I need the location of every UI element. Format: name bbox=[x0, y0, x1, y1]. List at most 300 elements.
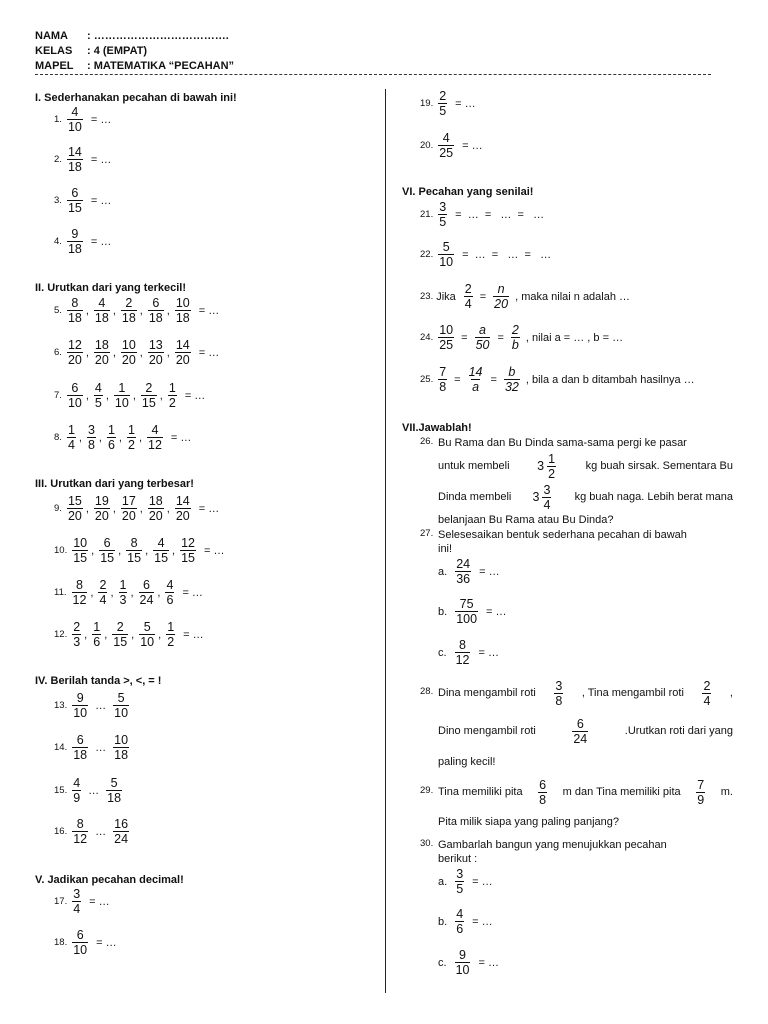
question-number: 21. bbox=[420, 209, 434, 220]
fraction bbox=[139, 578, 155, 607]
fraction bbox=[94, 296, 110, 325]
question-26-line-4: belanjaan Bu Rama atau Bu Dinda? bbox=[438, 514, 614, 526]
denominator: 3 bbox=[119, 593, 127, 607]
comma: , bbox=[112, 304, 116, 317]
numerator: 16 bbox=[114, 817, 129, 831]
fraction bbox=[67, 296, 83, 325]
class-label: KELAS bbox=[35, 45, 73, 57]
answer-blank: = … bbox=[478, 646, 499, 659]
question-29-number: 29. bbox=[420, 785, 434, 796]
question-text: Jika bbox=[436, 290, 456, 303]
question-number: 6. bbox=[54, 347, 62, 358]
question-number: 15. bbox=[54, 785, 68, 796]
fraction bbox=[141, 381, 157, 410]
question-8 bbox=[54, 423, 191, 452]
fraction bbox=[127, 423, 136, 452]
numerator: 4 bbox=[94, 381, 102, 395]
numerator: 2 bbox=[73, 620, 81, 634]
question-14 bbox=[54, 733, 131, 762]
denominator: 15 bbox=[181, 551, 195, 565]
question-20 bbox=[420, 131, 483, 160]
numerator: 4 bbox=[151, 423, 159, 437]
comma: , bbox=[139, 502, 143, 515]
numerator: 14 bbox=[175, 338, 190, 352]
comma: , bbox=[110, 586, 114, 599]
denominator: 10 bbox=[140, 635, 155, 649]
question-30a: a. $\frac{3}{5}$ = … bbox=[438, 867, 493, 896]
fraction bbox=[147, 423, 163, 452]
answer-blank: = … bbox=[182, 586, 203, 599]
answer-blank: = … bbox=[198, 502, 220, 515]
comma: , bbox=[158, 628, 162, 641]
section-VII-heading: VII.Jawablah! bbox=[402, 422, 472, 434]
fraction bbox=[114, 381, 130, 410]
question-15 bbox=[54, 776, 124, 805]
comma: , bbox=[84, 628, 88, 641]
denominator: 20 bbox=[175, 353, 190, 367]
denominator: 20 bbox=[175, 509, 190, 523]
fraction: $\frac{b}{32}$ bbox=[504, 365, 519, 394]
mixed-fraction: 3 $\frac{1}{2}$ bbox=[537, 451, 556, 481]
fraction: $\frac{9}{10}$ bbox=[455, 948, 470, 977]
comma: , bbox=[139, 304, 143, 317]
fraction bbox=[175, 338, 191, 367]
numerator: 10 bbox=[121, 338, 136, 352]
fraction: $\frac{4}{25}$ bbox=[439, 131, 454, 160]
fraction bbox=[175, 296, 191, 325]
denominator: 2 bbox=[168, 396, 176, 410]
fraction bbox=[72, 578, 88, 607]
fraction: $\frac{14}{18}$ bbox=[67, 145, 82, 174]
question-number: 16. bbox=[54, 826, 68, 837]
question-number: 1. bbox=[54, 114, 62, 125]
numerator: 8 bbox=[75, 578, 83, 592]
section-III-heading: III. Urutkan dari yang terbesar! bbox=[35, 478, 194, 490]
question-12 bbox=[54, 620, 204, 649]
fraction: $\frac{4}{10}$ bbox=[67, 105, 82, 134]
question-27-number: 27. bbox=[420, 528, 434, 539]
denominator: 6 bbox=[107, 438, 115, 452]
numerator: 5 bbox=[110, 776, 118, 790]
answer-blank: = … bbox=[90, 235, 112, 248]
denominator: 18 bbox=[107, 791, 122, 805]
denominator: 15 bbox=[113, 635, 128, 649]
denominator: 20 bbox=[148, 353, 163, 367]
numerator: 1 bbox=[93, 620, 101, 634]
denominator: 4 bbox=[99, 593, 107, 607]
answer-blank: = … bbox=[184, 389, 206, 402]
dashed-separator bbox=[35, 74, 711, 75]
class-value: : 4 (EMPAT) bbox=[87, 45, 148, 57]
comma: , bbox=[90, 586, 94, 599]
fraction bbox=[72, 817, 88, 846]
fraction bbox=[148, 338, 164, 367]
question-10 bbox=[54, 536, 224, 565]
equals-sign: = bbox=[461, 331, 468, 344]
comma: , bbox=[85, 346, 89, 359]
question-number: 19. bbox=[420, 98, 434, 109]
question-27-line-2: ini! bbox=[438, 543, 453, 555]
question-2 bbox=[54, 145, 111, 174]
denominator: 18 bbox=[114, 748, 129, 762]
comma: , bbox=[78, 431, 82, 444]
fraction: $\frac{6}{10}$ bbox=[73, 928, 88, 957]
equals-sign: = bbox=[497, 331, 504, 344]
section-V-heading: V. Jadikan pecahan decimal! bbox=[35, 874, 184, 886]
question-number: 7. bbox=[54, 390, 62, 401]
equals-sign: = bbox=[479, 290, 487, 303]
question-28-line-2: Dino mengambil roti $\frac{6}{24}$ .Urutkan roti dari yang bbox=[438, 716, 733, 746]
comma: , bbox=[112, 502, 116, 515]
fraction bbox=[72, 536, 88, 565]
question-number: 11. bbox=[54, 587, 67, 598]
question-9 bbox=[54, 494, 219, 523]
denominator: 20 bbox=[121, 509, 136, 523]
question-26-number: 26. bbox=[420, 436, 434, 447]
numerator: 6 bbox=[142, 578, 150, 592]
denominator: 12 bbox=[73, 832, 88, 846]
comma: , bbox=[118, 544, 122, 557]
fraction bbox=[119, 578, 128, 607]
denominator: 15 bbox=[154, 551, 169, 565]
question-21 bbox=[420, 200, 544, 229]
fraction bbox=[166, 620, 175, 649]
question-number: 24. bbox=[420, 332, 434, 343]
comma: , bbox=[166, 304, 170, 317]
fraction: $\frac{10}{25}$ bbox=[439, 323, 454, 352]
denominator: 15 bbox=[127, 551, 142, 565]
question-11 bbox=[54, 578, 203, 607]
fraction bbox=[67, 494, 83, 523]
section-II-heading: II. Urutkan dari yang terkecil! bbox=[35, 282, 186, 294]
numerator: 10 bbox=[114, 733, 129, 747]
answer-blank: = … bbox=[90, 153, 112, 166]
fraction bbox=[139, 620, 155, 649]
denominator: 20 bbox=[67, 353, 82, 367]
numerator: 6 bbox=[71, 381, 79, 395]
numerator: 8 bbox=[130, 536, 138, 550]
fraction: $\frac{2}{5}$ bbox=[439, 89, 447, 118]
numerator: 2 bbox=[99, 578, 107, 592]
numerator: 19 bbox=[94, 494, 109, 508]
answer-blank: = … bbox=[96, 936, 117, 949]
column-divider bbox=[385, 89, 386, 993]
comma: , bbox=[166, 346, 170, 359]
denominator: 9 bbox=[73, 791, 81, 805]
denominator: 10 bbox=[67, 396, 82, 410]
fraction bbox=[72, 733, 88, 762]
question-number: 12. bbox=[54, 629, 68, 640]
question-30-line-2: berikut : bbox=[438, 853, 478, 865]
fraction bbox=[113, 733, 129, 762]
answer-blank: = … bbox=[170, 431, 192, 444]
comma: , bbox=[112, 346, 116, 359]
fraction bbox=[153, 536, 169, 565]
fraction bbox=[106, 776, 122, 805]
question-13 bbox=[54, 691, 131, 720]
answer-blank: = … bbox=[472, 915, 493, 928]
comma: , bbox=[85, 389, 89, 402]
numerator: 14 bbox=[175, 494, 190, 508]
student-info-header bbox=[35, 29, 234, 74]
denominator: 8 bbox=[87, 438, 95, 452]
comparison-blank: … bbox=[95, 699, 107, 712]
answer-blank: = … bbox=[472, 875, 493, 888]
numerator: 1 bbox=[168, 381, 176, 395]
question-number: 10. bbox=[54, 545, 68, 556]
denominator: 18 bbox=[67, 311, 82, 325]
answer-blank: = … bbox=[198, 304, 220, 317]
fraction bbox=[94, 494, 110, 523]
question-text: , nilai a = … , b = … bbox=[525, 331, 624, 344]
equals-sign: = bbox=[490, 373, 497, 386]
question-number: 18. bbox=[54, 937, 68, 948]
numerator: 1 bbox=[118, 381, 126, 395]
question-text: , bila a dan b ditambah hasilnya … bbox=[525, 373, 695, 386]
fraction bbox=[67, 381, 83, 410]
denominator: 24 bbox=[114, 832, 129, 846]
denominator: 20 bbox=[94, 509, 109, 523]
question-5 bbox=[54, 296, 219, 325]
question-number: 4. bbox=[54, 236, 62, 247]
comma: , bbox=[85, 502, 89, 515]
question-27a: a. $\frac{24}{36}$ = … bbox=[438, 557, 500, 586]
fraction bbox=[175, 494, 191, 523]
question-number: 8. bbox=[54, 432, 62, 443]
fraction bbox=[92, 620, 101, 649]
question-27-line-1: Selesesaikan bentuk sederhana pecahan di bawah bbox=[438, 529, 687, 541]
question-4 bbox=[54, 227, 111, 256]
numerator: 4 bbox=[157, 536, 165, 550]
question-text: , maka nilai n adalah … bbox=[515, 290, 631, 303]
fraction: $\frac{2}{b}$ bbox=[511, 323, 519, 352]
fraction bbox=[112, 620, 128, 649]
denominator: 12 bbox=[72, 593, 87, 607]
comma: , bbox=[172, 544, 176, 557]
fraction: $\frac{24}{36}$ bbox=[456, 557, 471, 586]
comma: , bbox=[105, 389, 109, 402]
denominator: 10 bbox=[114, 396, 129, 410]
fraction bbox=[113, 817, 129, 846]
equals-sign: = bbox=[454, 373, 461, 386]
question-30-number: 30. bbox=[420, 838, 434, 849]
question-number: 23. bbox=[420, 291, 434, 302]
fraction bbox=[107, 423, 116, 452]
denominator: 15 bbox=[73, 551, 88, 565]
fraction bbox=[72, 691, 88, 720]
denominator: 6 bbox=[166, 593, 174, 607]
numerator: 1 bbox=[127, 423, 135, 437]
numerator: 4 bbox=[166, 578, 174, 592]
question-26-line-2: untuk membeli 3 $\frac{1}{2}$ kg buah sirsak. Sementara Bu bbox=[438, 451, 733, 481]
question-28-number: 28. bbox=[420, 686, 434, 697]
question-number: 25. bbox=[420, 374, 434, 385]
fraction bbox=[148, 494, 164, 523]
fraction bbox=[121, 338, 137, 367]
question-29-line-2: Pita milik siapa yang paling panjang? bbox=[438, 816, 620, 828]
denominator: 18 bbox=[121, 311, 136, 325]
numerator: 3 bbox=[87, 423, 95, 437]
answer-chain: = … = … = … bbox=[462, 248, 552, 261]
comma: , bbox=[166, 502, 170, 515]
fraction bbox=[94, 338, 110, 367]
fraction bbox=[87, 423, 96, 452]
question-24 bbox=[420, 323, 623, 352]
denominator: 10 bbox=[73, 706, 88, 720]
question-28-line-1: Dina mengambil roti $\frac{3}{8}$ , Tina mengambil roti $\frac{2}{4}$ , bbox=[438, 678, 733, 708]
fraction bbox=[165, 578, 174, 607]
fraction: $\frac{7}{8}$ bbox=[439, 365, 447, 394]
numerator: 6 bbox=[76, 733, 84, 747]
numerator: 18 bbox=[148, 494, 163, 508]
denominator: 2 bbox=[127, 438, 135, 452]
question-number: 5. bbox=[54, 305, 62, 316]
question-number: 20. bbox=[420, 140, 434, 151]
denominator: 24 bbox=[139, 593, 154, 607]
comparison-blank: … bbox=[95, 825, 107, 838]
question-number: 17. bbox=[54, 896, 68, 907]
question-16 bbox=[54, 817, 131, 846]
numerator: 2 bbox=[145, 381, 153, 395]
numerator: 10 bbox=[175, 296, 190, 310]
numerator: 6 bbox=[152, 296, 160, 310]
fraction bbox=[67, 423, 76, 452]
section-I-heading: I. Sederhanakan pecahan di bawah ini! bbox=[35, 92, 237, 104]
fraction bbox=[113, 691, 129, 720]
fraction: $\frac{9}{18}$ bbox=[67, 227, 82, 256]
denominator: 18 bbox=[148, 311, 163, 325]
question-7 bbox=[54, 381, 205, 410]
numerator: 8 bbox=[76, 817, 84, 831]
comma: , bbox=[91, 544, 95, 557]
fraction: $\frac{6}{15}$ bbox=[67, 186, 82, 215]
denominator: 10 bbox=[114, 706, 129, 720]
comparison-blank: … bbox=[88, 784, 100, 797]
fraction: $\frac{14}{a}$ bbox=[468, 365, 483, 394]
answer-blank: = … bbox=[90, 194, 112, 207]
question-18 bbox=[54, 928, 117, 957]
denominator: 4 bbox=[67, 438, 75, 452]
numerator: 10 bbox=[73, 536, 88, 550]
question-number: 13. bbox=[54, 700, 68, 711]
fraction bbox=[180, 536, 196, 565]
question-3 bbox=[54, 186, 111, 215]
name-label: NAMA bbox=[35, 30, 68, 42]
numerator: 6 bbox=[103, 536, 111, 550]
denominator: 3 bbox=[73, 635, 81, 649]
question-26-line-1: Bu Rama dan Bu Dinda sama-sama pergi ke pasar bbox=[438, 437, 687, 449]
numerator: 5 bbox=[143, 620, 151, 634]
fraction bbox=[72, 776, 81, 805]
fraction bbox=[126, 536, 142, 565]
name-value: : ………………………………. bbox=[87, 30, 229, 42]
question-30-line-1: Gambarlah bangun yang menujukkan pecahan bbox=[438, 839, 667, 851]
comma: , bbox=[159, 389, 163, 402]
numerator: 17 bbox=[121, 494, 136, 508]
fraction bbox=[67, 338, 83, 367]
question-30b: b. $\frac{4}{6}$ = … bbox=[438, 907, 493, 936]
denominator: 5 bbox=[94, 396, 102, 410]
numerator: 5 bbox=[117, 691, 125, 705]
numerator: 12 bbox=[181, 536, 195, 550]
comma: , bbox=[139, 346, 143, 359]
question-number: 9. bbox=[54, 503, 62, 514]
fraction: $\frac{n}{20}$ bbox=[494, 282, 509, 311]
fraction: $\frac{5}{10}$ bbox=[439, 240, 454, 269]
comma: , bbox=[130, 586, 134, 599]
comma: , bbox=[104, 628, 108, 641]
fraction bbox=[168, 381, 177, 410]
denominator: 15 bbox=[141, 396, 156, 410]
fraction: $\frac{3}{5}$ bbox=[456, 867, 464, 896]
fraction bbox=[148, 296, 164, 325]
question-28-line-3: paling kecil! bbox=[438, 756, 496, 768]
denominator: 18 bbox=[94, 311, 109, 325]
question-number: 3. bbox=[54, 195, 62, 206]
numerator: 9 bbox=[76, 691, 84, 705]
denominator: 18 bbox=[175, 311, 190, 325]
numerator: 2 bbox=[125, 296, 133, 310]
answer-blank: = … bbox=[183, 628, 204, 641]
denominator: 15 bbox=[100, 551, 115, 565]
comma: , bbox=[118, 431, 122, 444]
numerator: 12 bbox=[67, 338, 82, 352]
fraction: $\frac{75}{100}$ bbox=[456, 597, 478, 626]
denominator: 20 bbox=[121, 353, 136, 367]
question-29-line-1: Tina memiliki pita $\frac{6}{8}$ m dan Tina memiliki pita $\frac{7}{9}$ m. bbox=[438, 777, 733, 807]
comparison-blank: … bbox=[95, 741, 107, 754]
numerator: 1 bbox=[119, 578, 127, 592]
comma: , bbox=[98, 431, 102, 444]
denominator: 6 bbox=[93, 635, 101, 649]
subject-label: MAPEL bbox=[35, 60, 74, 72]
numerator: 4 bbox=[73, 776, 81, 790]
question-23 bbox=[420, 282, 630, 311]
subject-value: : MATEMATIKA “PECAHAN” bbox=[87, 60, 235, 72]
answer-blank: = … bbox=[204, 544, 225, 557]
answer-blank: = … bbox=[455, 97, 476, 110]
section-IV-heading: IV. Berilah tanda >, <, = ! bbox=[35, 675, 162, 687]
denominator: 20 bbox=[67, 509, 82, 523]
numerator: 18 bbox=[94, 338, 109, 352]
fraction: $\frac{2}{4}$ bbox=[464, 282, 472, 311]
numerator: 8 bbox=[71, 296, 79, 310]
answer-chain: = … = … = … bbox=[455, 208, 545, 221]
question-27c: c. $\frac{8}{12}$ = … bbox=[438, 638, 499, 667]
comma: , bbox=[157, 586, 161, 599]
question-22 bbox=[420, 240, 551, 269]
question-30c: c. $\frac{9}{10}$ = … bbox=[438, 948, 499, 977]
question-6 bbox=[54, 338, 219, 367]
question-number: 14. bbox=[54, 742, 68, 753]
numerator: 4 bbox=[98, 296, 106, 310]
fraction bbox=[72, 620, 81, 649]
fraction: $\frac{3}{5}$ bbox=[439, 200, 447, 229]
fraction bbox=[121, 494, 137, 523]
denominator: 20 bbox=[94, 353, 109, 367]
fraction: $\frac{8}{12}$ bbox=[455, 638, 470, 667]
question-number: 22. bbox=[420, 249, 434, 260]
answer-blank: = … bbox=[90, 113, 112, 126]
fraction bbox=[121, 296, 137, 325]
numerator: 1 bbox=[167, 620, 175, 634]
numerator: 15 bbox=[67, 494, 82, 508]
denominator: 20 bbox=[148, 509, 163, 523]
mixed-fraction: 3 $\frac{3}{4}$ bbox=[532, 482, 551, 512]
answer-blank: = … bbox=[198, 346, 220, 359]
question-1 bbox=[54, 105, 111, 134]
question-27b: b. $\frac{75}{100}$ = … bbox=[438, 597, 507, 626]
